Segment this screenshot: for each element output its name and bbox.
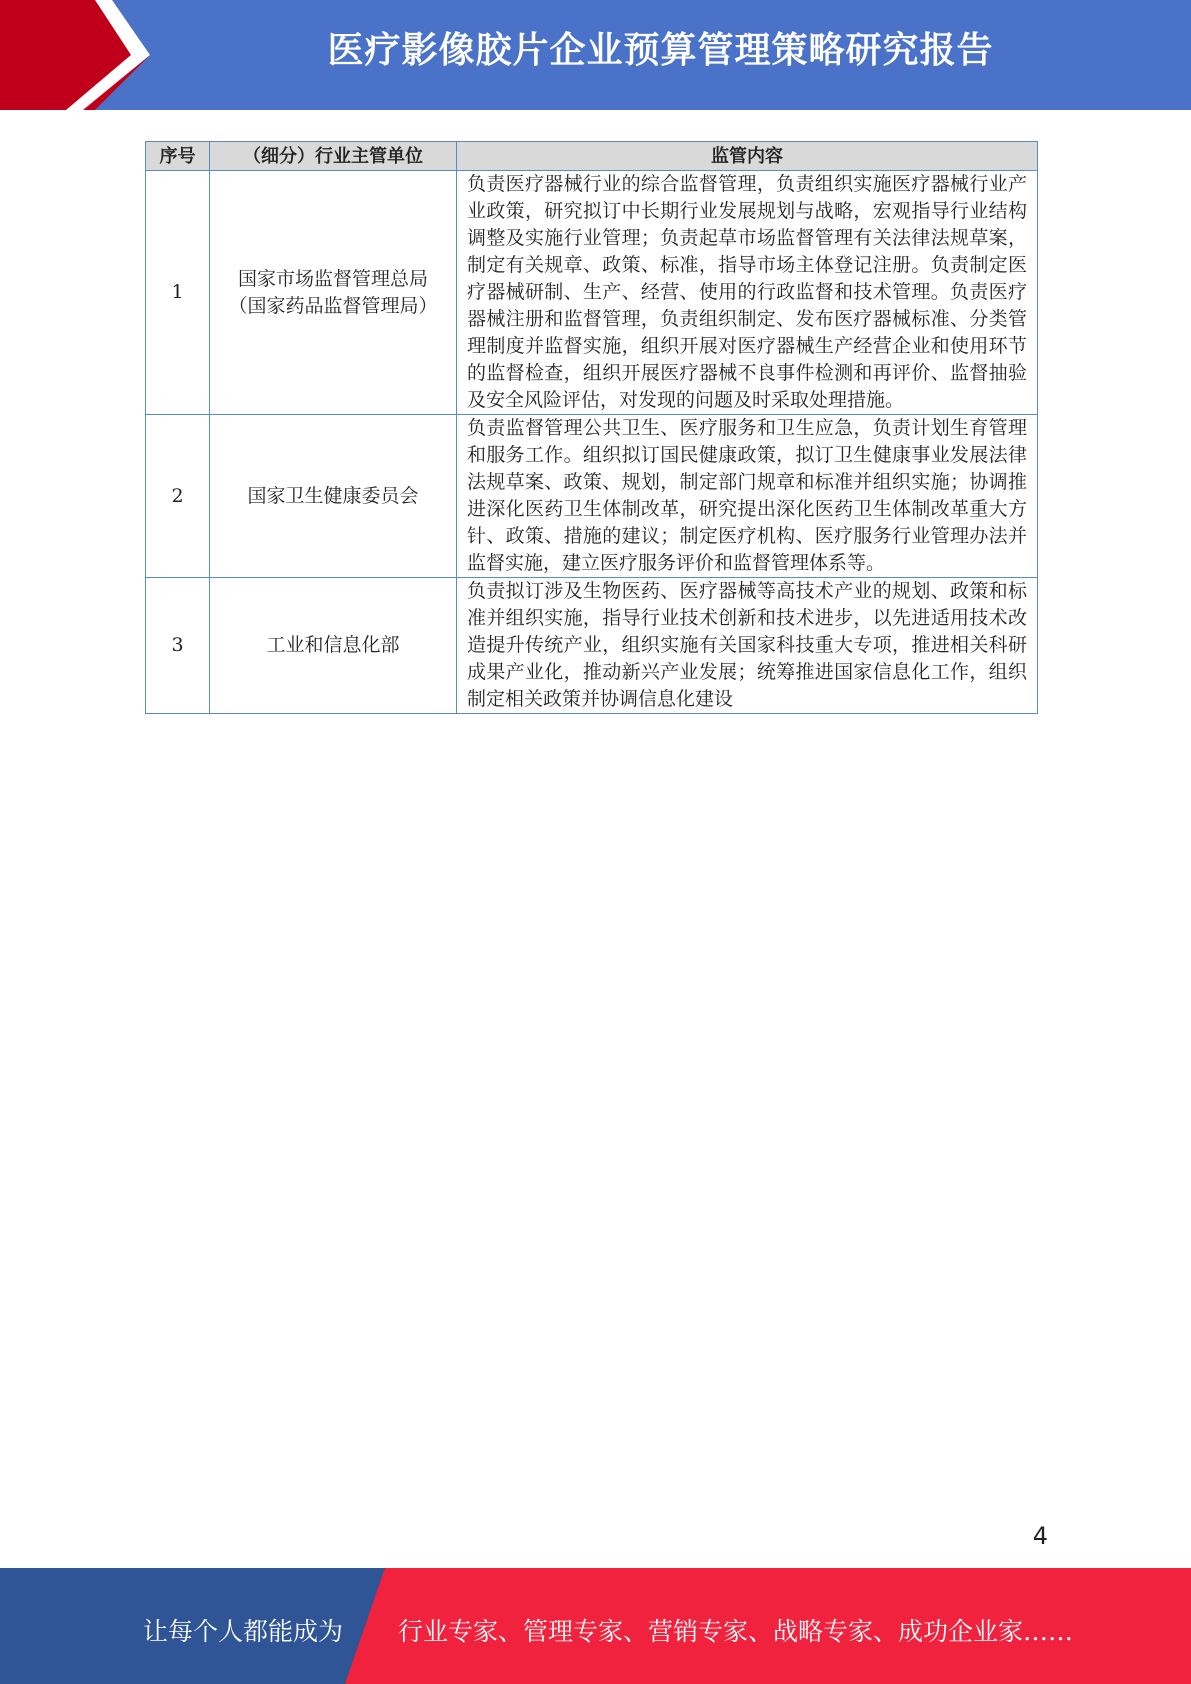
row-regulatory-content: 负责监督管理公共卫生、医疗服务和卫生应急，负责计划生育管理和服务工作。组织拟订国民健康政策，拟订卫生健康事业发展法律法规草案、政策、规划，制定部门规章和标准并组织实施；协调推进深化医药卫生体制改革，研究提出深化医药卫生体制改革重大方针、政策、措施的建议；制定医疗机构、医疗服务行业管理办法并监督实施，建立医疗服务评价和监督管理体系等。	[457, 415, 1038, 578]
table-row	[146, 415, 1038, 578]
row-authority: 国家卫生健康委员会	[210, 415, 457, 578]
page-number: 4	[1032, 1522, 1048, 1550]
table-header-row	[146, 142, 1038, 171]
table-row	[146, 171, 1038, 415]
footer-banner	[0, 1568, 1191, 1684]
regulatory-authority-table	[145, 141, 1038, 714]
header-regulatory-content: 监管内容	[457, 142, 1038, 171]
document-title: 医疗影像胶片企业预算管理策略研究报告	[327, 30, 994, 71]
row-authority: 国家市场监督管理总局（国家药品监督管理局）	[210, 171, 457, 415]
table-row	[146, 578, 1038, 714]
row-authority: 工业和信息化部	[210, 578, 457, 714]
header-authority: （细分）行业主管单位	[210, 142, 457, 171]
row-regulatory-content: 负责拟订涉及生物医药、医疗器械等高技术产业的规划、政策和标准并组织实施，指导行业技术创新和技术进步，以先进适用技术改造提升传统产业，组织实施有关国家科技重大专项，推进相关科研成果产业化，推动新兴产业发展；统筹推进国家信息化工作，组织制定相关政策并协调信息化建设	[457, 578, 1038, 714]
header-red-arrow	[0, 0, 150, 110]
footer-slogan-left: 让每个人都能成为	[143, 1617, 344, 1646]
row-regulatory-content: 负责医疗器械行业的综合监督管理，负责组织实施医疗器械行业产业政策，研究拟订中长期行业发展规划与战略，宏观指导行业结构调整及实施行业管理；负责起草市场监督管理有关法律法规草案，制定有关规章、政策、标准，指导市场主体登记注册。负责制定医疗器械研制、生产、经营、使用的行政监督和技术管理。负责医疗器械注册和监督管理，负责组织制定、发布医疗器械标准、分类管理制度并监督实施，组织开展对医疗器械生产经营企业和使用环节的监督检查，组织开展医疗器械不良事件检测和再评价、监督抽验及安全风险评估，对发现的问题及时采取处理措施。	[457, 171, 1038, 415]
row-serial-number: 1	[146, 171, 210, 415]
header-banner	[0, 0, 1191, 110]
row-serial-number: 3	[146, 578, 210, 714]
row-serial-number: 2	[146, 415, 210, 578]
footer-slogan-right: 行业专家、管理专家、营销专家、战略专家、成功企业家……	[398, 1617, 1074, 1646]
header-serial-number: 序号	[146, 142, 210, 171]
